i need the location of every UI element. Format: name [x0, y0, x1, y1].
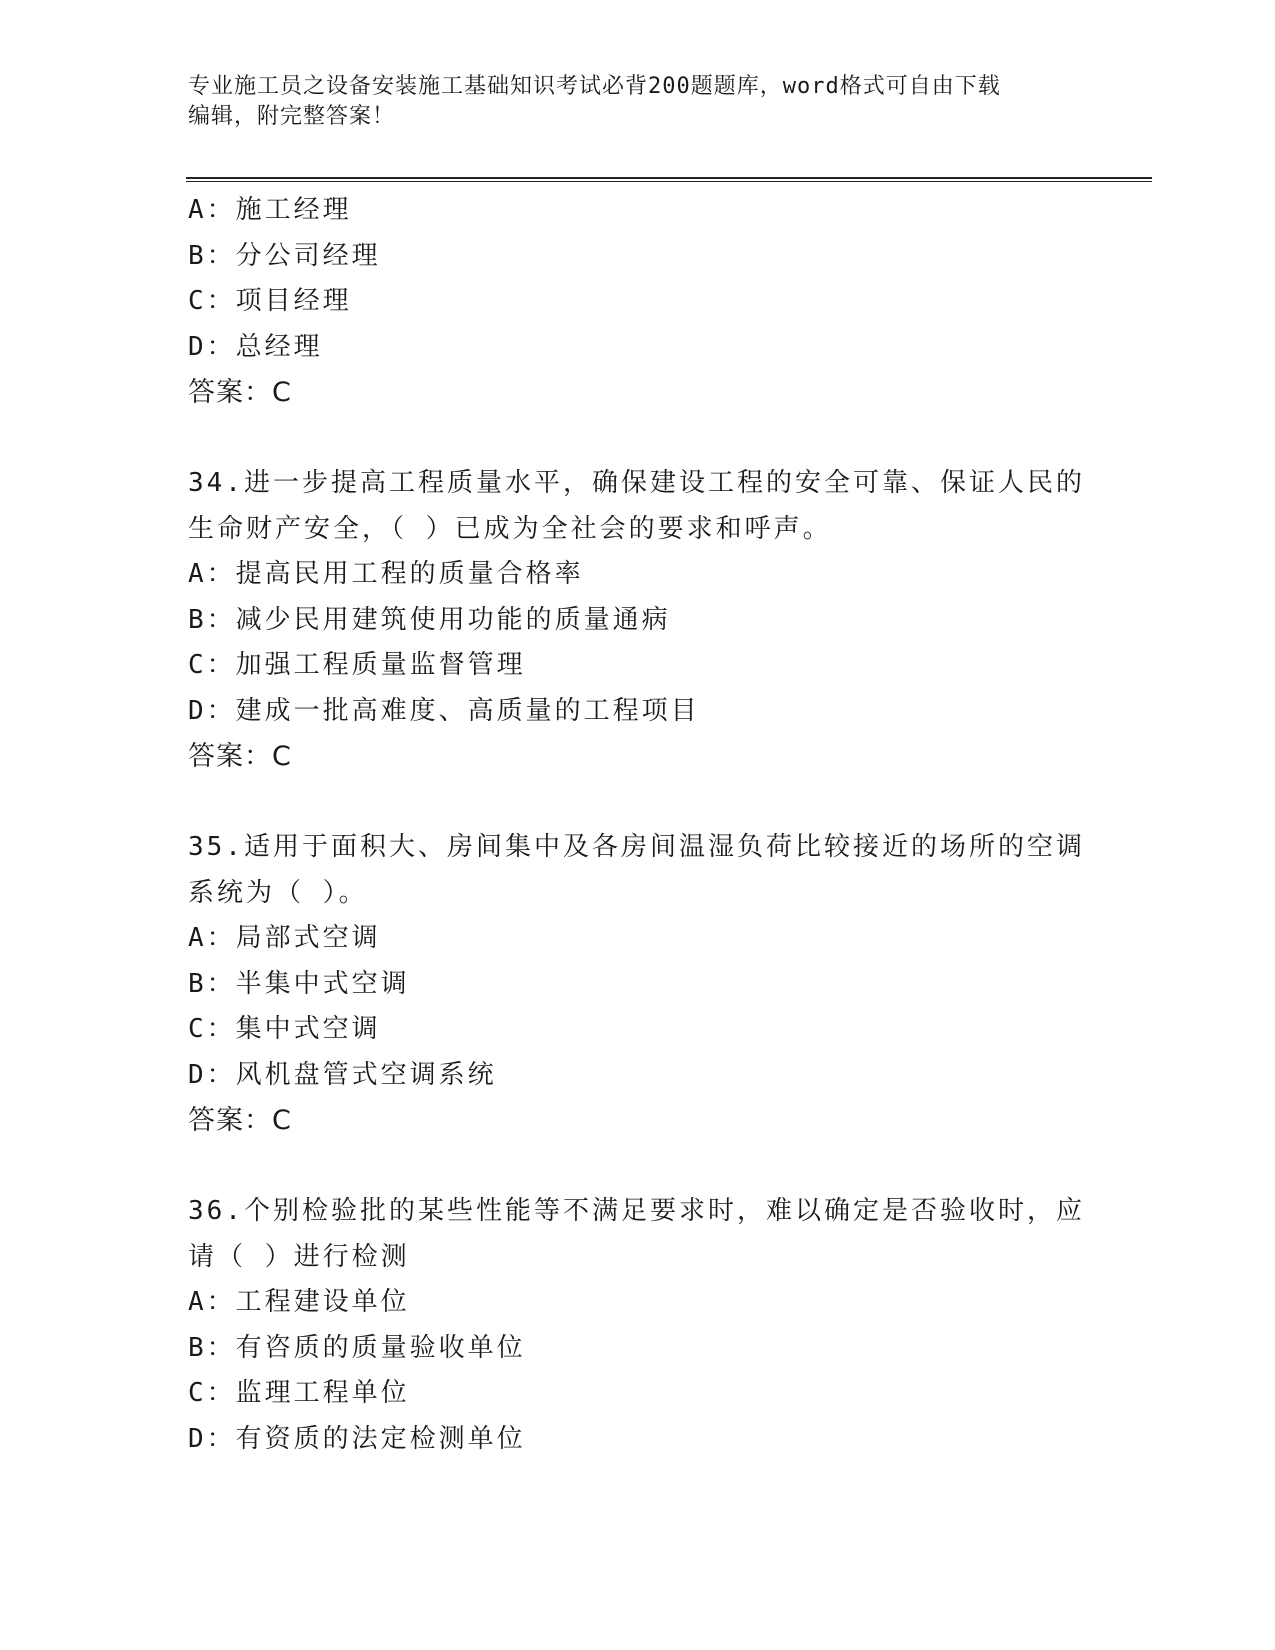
- option-b: B：半集中式空调: [188, 968, 410, 999]
- option-c: C：监理工程单位: [188, 1378, 410, 1408]
- question-35: [188, 825, 1088, 1144]
- question-34: [188, 461, 1088, 780]
- option-d: D：风机盘管式空调系统: [188, 1059, 497, 1090]
- question-stem-line-1: 34.进一步提高工程质量水平，确保建设工程的安全可靠、保证人民的: [188, 468, 1085, 498]
- option-a: A：局部式空调: [188, 923, 381, 953]
- question-33: [188, 188, 1088, 416]
- question-36: [188, 1189, 1088, 1462]
- header-title-line-2: 编辑，附完整答案！: [188, 104, 396, 129]
- option-d: D：总经理: [188, 331, 323, 362]
- option-d: D：建成一批高难度、高质量的工程项目: [188, 695, 700, 726]
- spacer: [188, 780, 1088, 826]
- answer: 答案：C: [188, 377, 292, 408]
- answer: 答案：C: [188, 1105, 292, 1136]
- option-a: A：施工经理: [188, 195, 352, 225]
- spacer: [188, 416, 1088, 462]
- option-a: A：提高民用工程的质量合格率: [188, 559, 584, 589]
- option-c: C：项目经理: [188, 286, 352, 316]
- question-list: [188, 188, 1088, 1462]
- spacer: [188, 1144, 1088, 1190]
- option-c: C：集中式空调: [188, 1014, 381, 1044]
- question-stem-line-2: 请（ ）进行检测: [188, 1241, 410, 1272]
- option-b: B：分公司经理: [188, 240, 381, 271]
- question-stem-line-1: 35.适用于面积大、房间集中及各房间温湿负荷比较接近的场所的空调: [188, 832, 1085, 862]
- question-stem-line-1: 36.个别检验批的某些性能等不满足要求时，难以确定是否验收时，应: [188, 1196, 1085, 1226]
- option-a: A：工程建设单位: [188, 1287, 410, 1317]
- question-stem-line-2: 系统为（ ）。: [188, 877, 368, 908]
- page-header: [188, 72, 1088, 132]
- option-b: B：减少民用建筑使用功能的质量通病: [188, 604, 671, 635]
- header-title-line-1: 专业施工员之设备安装施工基础知识考试必背200题题库，word格式可自由下载: [188, 74, 1001, 99]
- question-stem-line-2: 生命财产安全，（ ）已成为全社会的要求和呼声。: [188, 513, 832, 544]
- option-b: B：有咨质的质量验收单位: [188, 1332, 526, 1363]
- option-d: D：有资质的法定检测单位: [188, 1423, 526, 1454]
- option-c: C：加强工程质量监督管理: [188, 650, 526, 680]
- answer: 答案：C: [188, 741, 292, 772]
- header-divider: [186, 177, 1152, 182]
